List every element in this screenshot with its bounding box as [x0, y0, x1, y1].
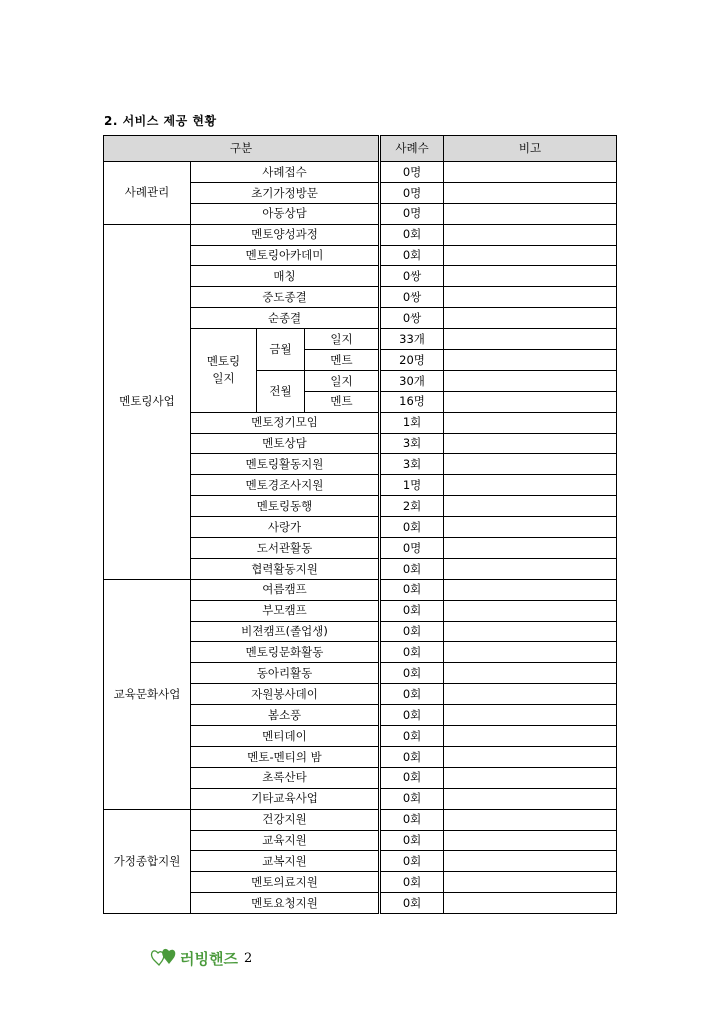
case-count: 1회	[380, 412, 444, 433]
item-label: 멘토경조사지원	[191, 475, 380, 496]
case-count: 16명	[380, 391, 444, 412]
case-count: 0회	[380, 642, 444, 663]
page-number: 2	[243, 950, 253, 966]
case-count: 2회	[380, 496, 444, 517]
item-label: 자원봉사데이	[191, 684, 380, 705]
item-label: 초록산타	[191, 767, 380, 788]
case-count: 0명	[380, 203, 444, 224]
item-label: 멘토링아카데미	[191, 245, 380, 266]
month-label: 금월	[257, 329, 305, 371]
note-cell	[444, 788, 617, 809]
note-cell	[444, 224, 617, 245]
case-count: 0회	[380, 893, 444, 914]
item-label: 교복지원	[191, 851, 380, 872]
item-label: 비젼캠프(졸업생)	[191, 621, 380, 642]
table-row	[104, 579, 617, 600]
note-cell	[444, 162, 617, 183]
note-cell	[444, 705, 617, 726]
case-count: 0회	[380, 809, 444, 830]
note-cell	[444, 600, 617, 621]
item-label: 멘토상담	[191, 433, 380, 454]
item-label: 사랑가	[191, 517, 380, 538]
note-cell	[444, 538, 617, 559]
case-count: 3회	[380, 454, 444, 475]
case-count: 0회	[380, 851, 444, 872]
header-count: 사례수	[380, 136, 444, 162]
item-label: 사례접수	[191, 162, 380, 183]
table-row	[104, 162, 617, 183]
item-label: 부모캠프	[191, 600, 380, 621]
item-label: 교육지원	[191, 830, 380, 851]
item-label: 동아리활동	[191, 663, 380, 684]
note-cell	[444, 496, 617, 517]
service-status-table	[103, 135, 617, 914]
journal-label: 멘토링 일지	[191, 329, 257, 413]
item-label: 멘토양성과정	[191, 224, 380, 245]
case-count: 0회	[380, 517, 444, 538]
item-label: 건강지원	[191, 809, 380, 830]
note-cell	[444, 287, 617, 308]
item-label: 멘토요청지원	[191, 893, 380, 914]
case-count: 0회	[380, 788, 444, 809]
journal-item-label: 일지	[305, 370, 380, 391]
note-cell	[444, 454, 617, 475]
case-count: 0회	[380, 579, 444, 600]
note-cell	[444, 558, 617, 579]
item-label: 협력활동지원	[191, 558, 380, 579]
header-note: 비고	[444, 136, 617, 162]
note-cell	[444, 809, 617, 830]
case-count: 20명	[380, 350, 444, 371]
header-category: 구분	[104, 136, 380, 162]
case-count: 0회	[380, 684, 444, 705]
case-count: 0회	[380, 705, 444, 726]
note-cell	[444, 642, 617, 663]
journal-item-label: 멘트	[305, 391, 380, 412]
item-label: 매칭	[191, 266, 380, 287]
case-count: 0회	[380, 746, 444, 767]
item-label: 멘토링동행	[191, 496, 380, 517]
category-label: 멘토링사업	[104, 224, 191, 579]
note-cell	[444, 621, 617, 642]
item-label: 초기가정방문	[191, 182, 380, 203]
case-count: 0명	[380, 182, 444, 203]
item-label: 도서관활동	[191, 538, 380, 559]
case-count: 0쌍	[380, 287, 444, 308]
item-label: 멘토링문화활동	[191, 642, 380, 663]
header-row	[104, 136, 617, 162]
case-count: 3회	[380, 433, 444, 454]
case-count: 0회	[380, 558, 444, 579]
case-count: 0회	[380, 621, 444, 642]
note-cell	[444, 893, 617, 914]
note-cell	[444, 579, 617, 600]
item-label: 기타교육사업	[191, 788, 380, 809]
item-label: 멘토정기모임	[191, 412, 380, 433]
case-count: 0회	[380, 224, 444, 245]
category-label: 가정종합지원	[104, 809, 191, 913]
case-count: 0쌍	[380, 308, 444, 329]
item-label: 멘토링활동지원	[191, 454, 380, 475]
item-label: 순종결	[191, 308, 380, 329]
note-cell	[444, 726, 617, 747]
category-label: 교육문화사업	[104, 579, 191, 809]
hands-logo-icon	[150, 945, 178, 971]
item-label: 멘티데이	[191, 726, 380, 747]
item-label: 여름캠프	[191, 579, 380, 600]
case-count: 1명	[380, 475, 444, 496]
case-count: 0회	[380, 872, 444, 893]
case-count: 0회	[380, 767, 444, 788]
logo-text: 러빙핸즈	[180, 949, 238, 968]
journal-item-label: 일지	[305, 329, 380, 350]
table-row	[104, 809, 617, 830]
note-cell	[444, 329, 617, 350]
case-count: 0명	[380, 162, 444, 183]
item-label: 멘토의료지원	[191, 872, 380, 893]
note-cell	[444, 245, 617, 266]
footer	[150, 945, 252, 971]
journal-item-label: 멘트	[305, 350, 380, 371]
note-cell	[444, 851, 617, 872]
case-count: 0명	[380, 538, 444, 559]
note-cell	[444, 684, 617, 705]
note-cell	[444, 872, 617, 893]
note-cell	[444, 370, 617, 391]
case-count: 0회	[380, 245, 444, 266]
note-cell	[444, 391, 617, 412]
case-count: 0쌍	[380, 266, 444, 287]
note-cell	[444, 433, 617, 454]
table-body	[104, 162, 617, 914]
note-cell	[444, 830, 617, 851]
case-count: 30개	[380, 370, 444, 391]
item-label: 아동상담	[191, 203, 380, 224]
note-cell	[444, 663, 617, 684]
note-cell	[444, 746, 617, 767]
case-count: 33개	[380, 329, 444, 350]
note-cell	[444, 412, 617, 433]
case-count: 0회	[380, 600, 444, 621]
note-cell	[444, 266, 617, 287]
category-label: 사례관리	[104, 162, 191, 225]
note-cell	[444, 767, 617, 788]
case-count: 0회	[380, 830, 444, 851]
note-cell	[444, 517, 617, 538]
item-label: 봄소풍	[191, 705, 380, 726]
case-count: 0회	[380, 663, 444, 684]
case-count: 0회	[380, 726, 444, 747]
table-row	[104, 224, 617, 245]
note-cell	[444, 350, 617, 371]
note-cell	[444, 203, 617, 224]
note-cell	[444, 308, 617, 329]
item-label: 중도종결	[191, 287, 380, 308]
item-label: 멘토-멘티의 밤	[191, 746, 380, 767]
section-title: 2. 서비스 제공 현황	[104, 114, 217, 128]
note-cell	[444, 182, 617, 203]
month-label: 전월	[257, 370, 305, 412]
note-cell	[444, 475, 617, 496]
